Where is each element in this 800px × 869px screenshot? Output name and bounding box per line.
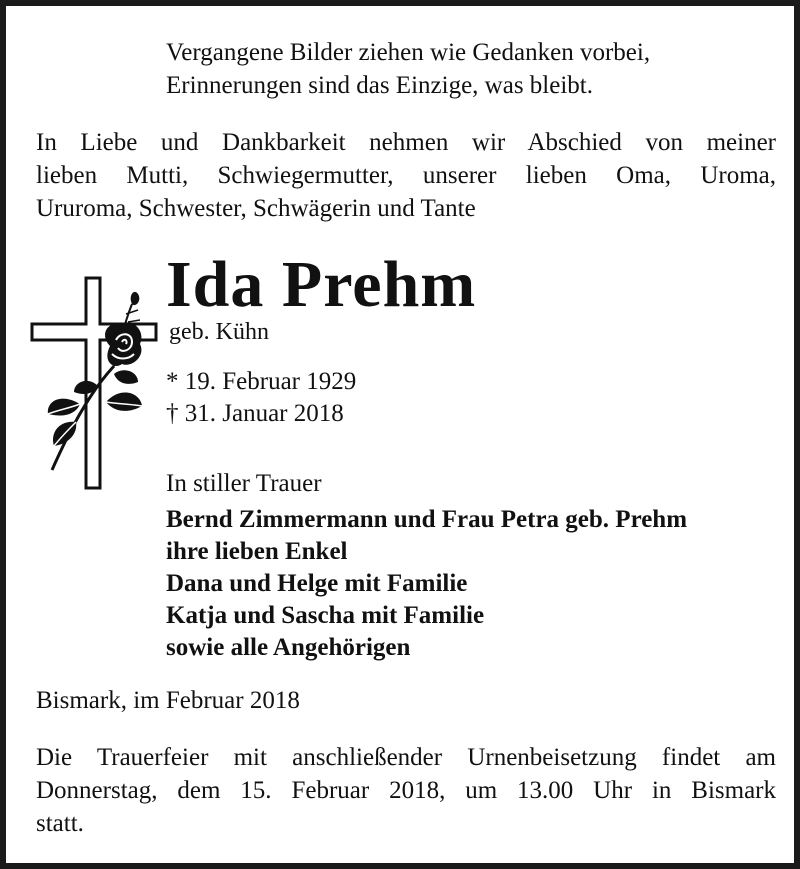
place-and-date: Bismark, im Februar 2018: [36, 687, 300, 714]
verse-line: Vergangene Bilder ziehen wie Gedanken vorbei,: [166, 39, 651, 66]
intro-line: Ururoma, Schwester, Schwägerin und Tante: [36, 195, 476, 222]
mourner-line: Bernd Zimmermann und Frau Petra geb. Prehm: [166, 506, 688, 533]
ceremony-text: [36, 741, 776, 840]
verse-line: Erinnerungen sind das Einzige, was bleibt.: [166, 72, 593, 99]
mourner-line: sowie alle Angehörigen: [166, 634, 411, 661]
mourner-line: Katja und Sascha mit Familie: [166, 602, 485, 629]
cross-with-rose-icon: [28, 274, 158, 494]
ceremony-line: Die Trauerfeier mit anschließender Urnenbeisetzung findet am: [36, 744, 776, 771]
birth-date: * 19. Februar 1929: [166, 368, 357, 395]
mourner-line: Dana und Helge mit Familie: [166, 570, 468, 597]
mourning-heading: In stiller Trauer: [166, 470, 322, 497]
mourners-list: [166, 504, 687, 664]
birth-name: geb. Kühn: [169, 319, 269, 345]
mourner-line: ihre lieben Enkel: [166, 538, 348, 565]
intro-line: lieben Mutti, Schwiegermutter, unserer lieben Oma, Uroma,: [36, 162, 776, 189]
intro-line: In Liebe und Dankbarkeit nehmen wir Abschied von meiner: [36, 129, 776, 156]
ceremony-line: statt.: [36, 810, 84, 837]
intro-text: [36, 126, 776, 225]
verse: [166, 36, 650, 102]
deceased-name: Ida Prehm: [166, 248, 477, 321]
death-date: † 31. Januar 2018: [166, 400, 344, 427]
ceremony-line: Donnerstag, dem 15. Februar 2018, um 13.00 Uhr in Bismark: [36, 777, 776, 804]
